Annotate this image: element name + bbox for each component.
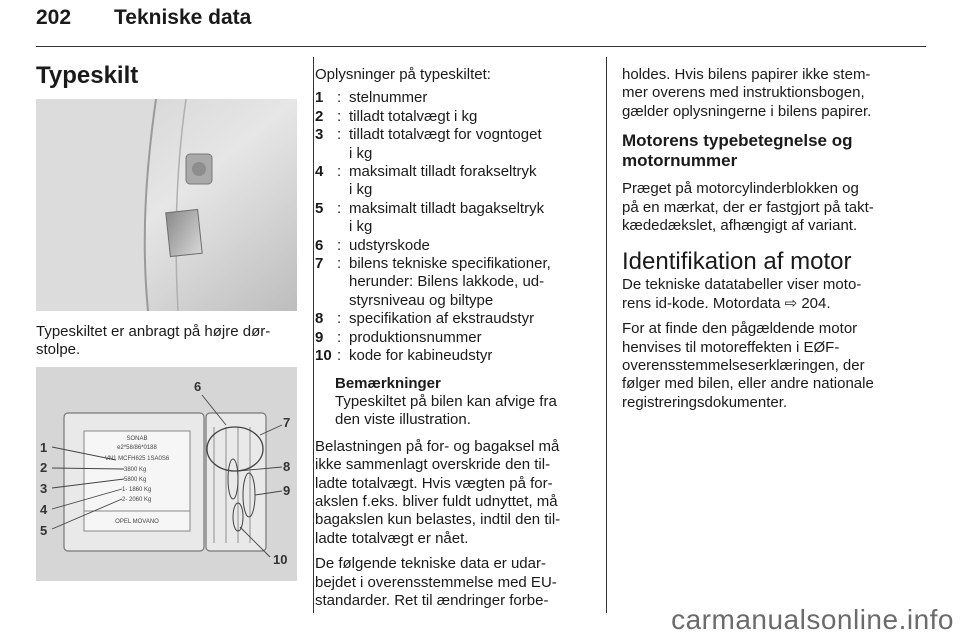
item-number: 7 [315, 255, 324, 273]
motor-paragraph: Præget på motorcylinderblokken og på en mærkat, der er fastgjort på takt- kædedækslet, afhængigt af variant. [622, 180, 874, 235]
item-colon: : [337, 107, 342, 125]
list-item [315, 200, 587, 237]
plate-line: 2- 2060 Kg [122, 497, 152, 503]
item-colon: : [337, 310, 342, 328]
note-box: Bemærkninger Typeskiltet på bilen kan afvige fra den viste illustration. [315, 375, 587, 430]
list-item [315, 347, 587, 365]
list-item [315, 108, 587, 126]
footer-watermark: carmanualsonline.info [671, 604, 954, 635]
item-description: maksimalt tilladt forakseltryk i kg [349, 163, 537, 199]
item-colon: : [337, 347, 342, 365]
list-intro: Oplysninger på typeskiltet: [315, 66, 491, 83]
plate-line: 5800 Kg [124, 477, 147, 483]
motor-heading: Motorens typebetegnelse og motornummer [622, 131, 853, 171]
plate-line: OPEL MOVANO [115, 519, 159, 525]
section-title: Typeskilt [36, 62, 139, 89]
column-divider-1 [313, 57, 314, 613]
item-description: tilladt totalvægt for vogntoget i kg [349, 126, 542, 162]
load-paragraph: Belastningen på for- og bagaksel må ikke sammenlagt overskride den til- ladte totalvægt. Hvis vægten på for- akslen f.eks. bliver fuldt udnyttet, må bagakslen kun belastes, indtil den til- ladte totalvægt er nået. [315, 437, 561, 547]
continued-paragraph: holdes. Hvis bilens papirer ikke stem- mer overens med instruktionsbogen, gælder oplysningerne i bilens papirer. [622, 66, 872, 120]
standards-paragraph: De følgende tekniske data er udar- bejdet i overensstemmelse med EU- standarder. Ret til ændringer forbe- [315, 555, 557, 609]
right-column [622, 66, 922, 412]
list-item [315, 89, 587, 107]
plate-items-list [315, 89, 587, 365]
list-item [315, 310, 587, 328]
callout-9: 9 [283, 483, 291, 498]
callout-7: 7 [283, 415, 291, 430]
item-colon: : [337, 89, 342, 107]
list-item [315, 255, 587, 310]
callout-10: 10 [273, 552, 288, 567]
item-number: 3 [315, 126, 324, 144]
item-colon: : [337, 163, 342, 181]
note-title: Bemærkninger [335, 374, 441, 392]
callout-5: 5 [40, 523, 48, 538]
plate-line: SONAB [126, 436, 148, 442]
item-description: bilens tekniske specifikationer, herunder: Bilens lakkode, ud- styrsniveau og biltype [349, 255, 551, 309]
item-description: tilladt totalvægt i kg [349, 107, 478, 125]
item-colon: : [337, 236, 342, 254]
header-rule [36, 46, 926, 47]
item-colon: : [337, 126, 342, 144]
callout-3: 3 [40, 481, 48, 496]
column-divider-2 [606, 57, 607, 613]
find-engine-paragraph: For at finde den pågældende motor henvises til motoreffekten i EØF- overensstemmelseserklæringen, der følger med bilen, eller andre nationale registreringsdokumenter. [622, 320, 874, 411]
item-number: 4 [315, 163, 324, 181]
item-description: stelnummer [349, 89, 428, 107]
list-item [315, 126, 587, 163]
callout-1: 1 [40, 440, 48, 455]
item-description: produktionsnummer [349, 328, 482, 346]
item-colon: : [337, 199, 342, 217]
plate-line: 3800 Kg [124, 467, 147, 473]
item-number: 8 [315, 310, 324, 328]
photo-caption: Typeskiltet er anbragt på højre dør- stolpe. [36, 323, 271, 359]
page-number: 202 [36, 6, 72, 29]
plate-line: e2*58/86*0188 [117, 445, 157, 451]
list-item [315, 163, 587, 200]
item-colon: : [337, 328, 342, 346]
type-plate-diagram [36, 367, 297, 581]
callout-8: 8 [283, 459, 291, 474]
item-description: specifikation af ekstraudstyr [349, 310, 535, 328]
plate-info-column [315, 66, 587, 610]
list-item [315, 329, 587, 347]
plate-line: 1- 1860 Kg [122, 487, 152, 493]
item-number: 2 [315, 107, 324, 125]
chapter-title: Tekniske data [114, 6, 252, 29]
callout-4: 4 [40, 502, 48, 517]
engine-id-heading: Identifikation af motor [622, 248, 852, 276]
page-header [36, 6, 251, 30]
item-number: 1 [315, 89, 324, 107]
item-description: kode for kabineudstyr [349, 347, 493, 365]
callout-2: 2 [40, 460, 48, 475]
callout-6: 6 [194, 379, 202, 394]
engine-id-paragraph: De tekniske datatabeller viser moto- rens id-kode. Motordata ⇨ 204. [622, 276, 862, 312]
plate-line: VN1 MCFH625 1SA0S6 [104, 456, 170, 462]
item-number: 5 [315, 199, 324, 217]
item-description: maksimalt tilladt bagakseltryk i kg [349, 199, 545, 236]
item-colon: : [337, 255, 342, 273]
item-description: udstyrskode [349, 236, 430, 254]
door-pillar-photo [36, 99, 297, 311]
item-number: 10 [315, 347, 332, 365]
item-number: 6 [315, 236, 324, 254]
item-number: 9 [315, 328, 324, 346]
list-item [315, 237, 587, 255]
